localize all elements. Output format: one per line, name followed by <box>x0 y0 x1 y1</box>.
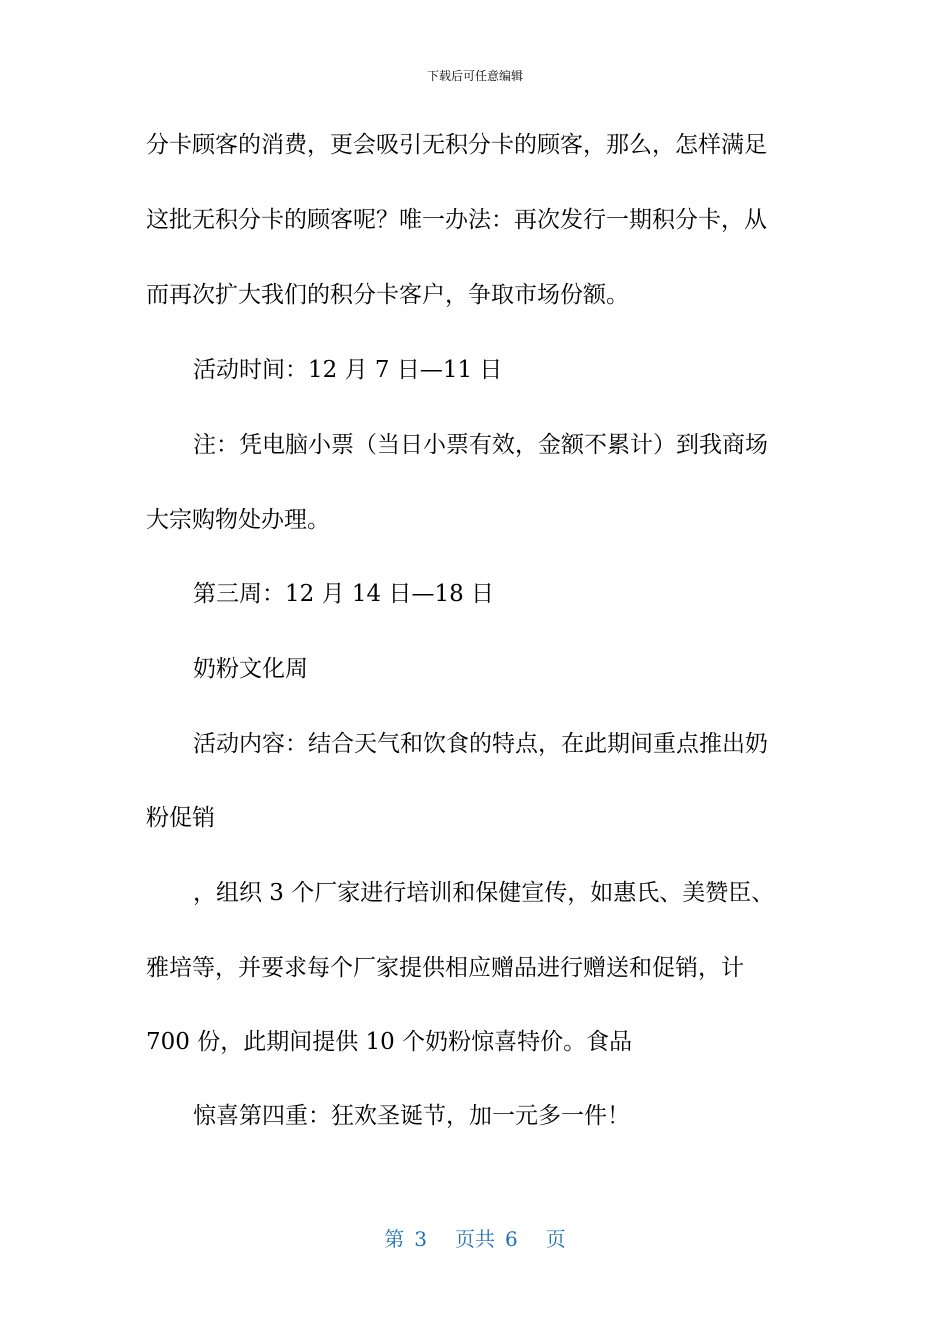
page-header: 下载后可任意编辑 <box>426 69 523 83</box>
paragraph-line: 粉促销 <box>146 805 215 831</box>
paragraph-line: 第三周：12 月 14 日—18 日 <box>193 581 495 607</box>
footer-page-number: 3 <box>414 1227 427 1251</box>
paragraph-line: 惊喜第四重：狂欢圣诞节，加一元多一件！ <box>193 1103 630 1129</box>
paragraph-line: 而再次扩大我们的积分卡客户，争取市场份额。 <box>146 282 629 308</box>
footer-total-pages: 6 <box>505 1227 518 1251</box>
paragraph-line: 奶粉文化周 <box>193 656 308 682</box>
paragraph-line: 700 份，此期间提供 10 个奶粉惊喜特价。食品 <box>146 1029 633 1055</box>
footer-total-prefix: 页共 <box>455 1227 495 1251</box>
paragraph-line: 这批无积分卡的顾客呢？唯一办法：再次发行一期积分卡，从 <box>146 207 767 233</box>
paragraph-line: 活动时间：12 月 7 日—11 日 <box>193 357 503 383</box>
paragraph-line: 雅培等，并要求每个厂家提供相应赠品进行赠送和促销，计 <box>146 955 744 981</box>
paragraph-line: ，组织 3 个厂家进行培训和保健宣传，如惠氏、美赞臣、 <box>193 880 775 906</box>
page-footer <box>0 1226 950 1252</box>
footer-page-suffix: 页 <box>545 1227 566 1251</box>
footer-page-prefix: 第 <box>384 1227 405 1251</box>
paragraph-line: 注：凭电脑小票（当日小票有效，金额不累计）到我商场 <box>193 432 768 458</box>
paragraph-line: 分卡顾客的消费，更会吸引无积分卡的顾客，那么，怎样满足 <box>146 132 767 158</box>
paragraph-line: 活动内容：结合天气和饮食的特点，在此期间重点推出奶 <box>193 731 768 757</box>
paragraph-line: 大宗购物处办理。 <box>146 507 330 533</box>
